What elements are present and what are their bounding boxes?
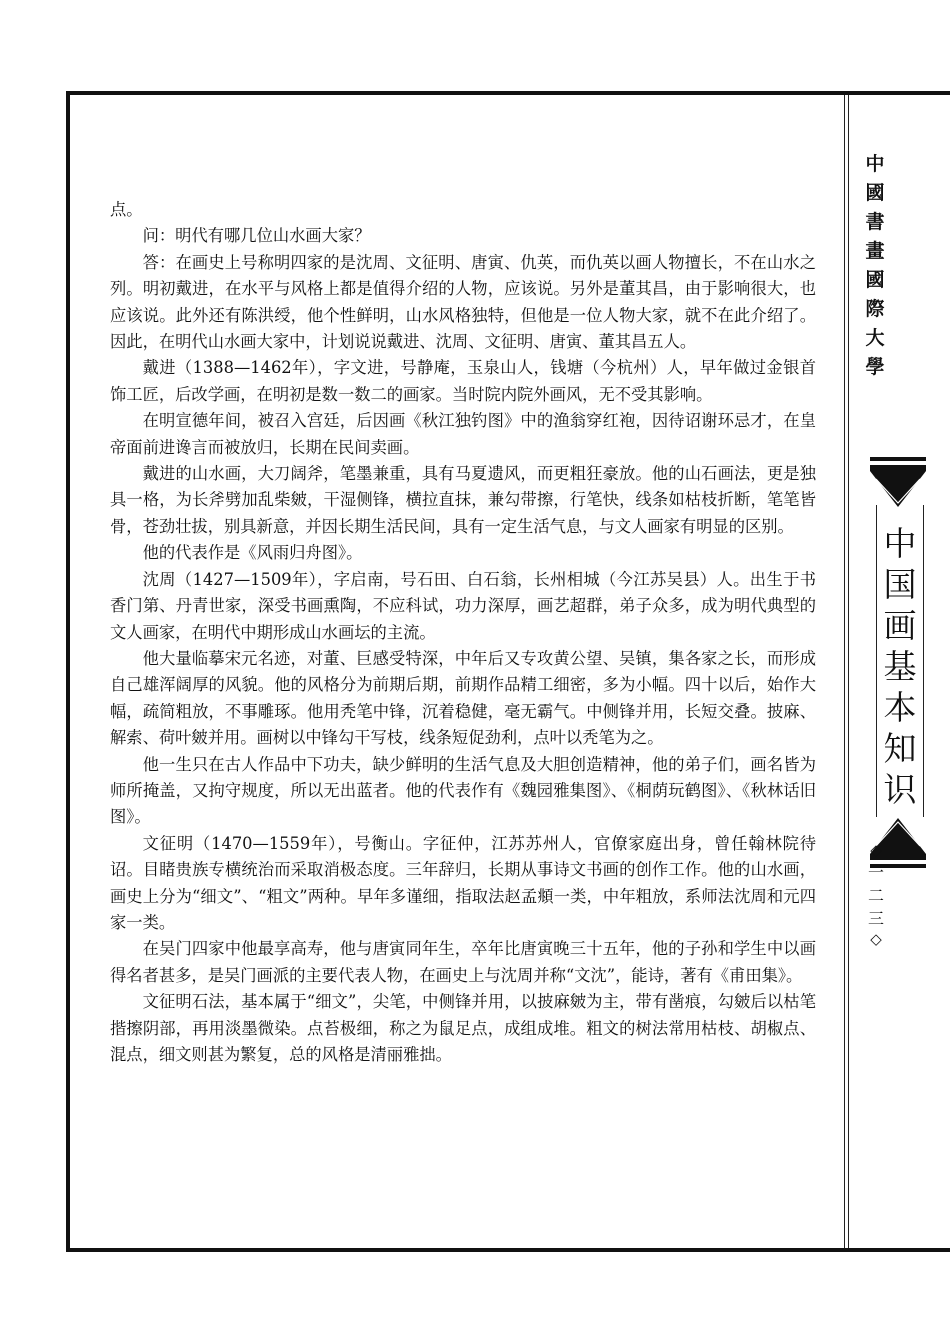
vertical-char: 書 bbox=[865, 211, 885, 233]
paragraph: 文征明（1470—1559年），号衡山。字征仲，江苏苏州人，官僚家庭出身，曾任翰林院待诏。目睹贵族专横统治而采取消极态度。三年辞归，长期从事诗文书画的创作工作。他的山水画，画史上分为“细文”、“粗文”两种。早年多谨细，指取法赵孟頫一类，中年粗放，系师法沈周和元四家一类。 bbox=[110, 833, 816, 932]
paragraph: 在吴门四家中他最享高寿，他与唐寅同年生，卒年比唐寅晚三十五年，他的子孙和学生中以画得名者甚多，是吴门画派的主要代表人物，在画史上与沈周并称“文沈”，能诗，著有《甫田集》。 bbox=[110, 939, 816, 985]
side-column-divider bbox=[844, 95, 845, 1248]
side-column-divider-inner bbox=[848, 95, 849, 1248]
vertical-char: 三 bbox=[867, 909, 884, 928]
vertical-char: 學 bbox=[865, 356, 885, 378]
paragraph: 戴进（1388—1462年），字文进，号静庵，玉泉山人，钱塘（今杭州）人，早年做过金银首饰工匠，后改学画，在明初是数一数二的画家。当时院内院外画风，无不受其影响。 bbox=[110, 358, 816, 404]
vertical-char: 中 bbox=[883, 524, 917, 563]
vertical-char: 中 bbox=[865, 153, 885, 175]
vertical-char: 识 bbox=[883, 770, 917, 809]
paragraph: 在明宣德年间，被召入宫廷，后因画《秋江独钓图》中的渔翁穿红袍，因待诏谢环忌才，在皇帝面前进谗言而被放归，长期在民间卖画。 bbox=[110, 411, 816, 457]
paragraph: 答：在画史上号称明四家的是沈周、文征明、唐寅、仇英，而仇英以画人物擅长，不在山水之列。明初戴进，在水平与风格上都是值得介绍的人物，应该说。另外是董其昌，由于影响很大，也应该说。此外还有陈洪绶，他个性鲜明，山水风格独特，但他是一位人物大家，就不在此介绍了。因此，在明代山水画大家中，计划说说戴进、沈周、文征明、唐寅、董其昌五人。 bbox=[110, 252, 816, 352]
paragraph: 他一生只在古人作品中下功夫，缺少鲜明的生活气息及大胆创造精神，他的弟子们，画名皆为师所掩盖，又拘守规度，所以无出蓝者。他的代表作有《魏园雅集图》、《桐荫玩鹤图》、《秋林话旧图》。 bbox=[110, 754, 816, 827]
book-title bbox=[877, 523, 923, 810]
page-number bbox=[862, 840, 890, 949]
vertical-char: 本 bbox=[883, 688, 917, 727]
paragraph: 沈周（1427—1509年），字启南，号石田、白石翁，长州相城（今江苏吴县）人。出生于书香门第、丹青世家，深受书画熏陶，不应科试，功力深厚，画艺超群，弟子众多，成为明代典型的文人画家，在明代中期形成山水画坛的主流。 bbox=[110, 569, 816, 642]
university-name bbox=[853, 150, 897, 382]
body-text bbox=[110, 197, 816, 1068]
diamond-icon: ◇ bbox=[870, 930, 882, 948]
paragraph: 他的代表作是《风雨归舟图》。 bbox=[142, 543, 363, 563]
vertical-char: 大 bbox=[865, 327, 885, 349]
vertical-char: 基 bbox=[883, 647, 917, 686]
paragraph: 问：明代有哪几位山水画大家？ bbox=[142, 226, 371, 246]
page-number-digits bbox=[868, 860, 884, 929]
paragraph: 点。 bbox=[110, 200, 143, 219]
vertical-char: 画 bbox=[883, 606, 917, 645]
paragraph: 他大量临摹宋元名迹，对董、巨感受特深，中年后又专攻黄公望、吴镇，集各家之长，而形成自己雄浑阔厚的风貌。他的风格分为前期后期，前期作品精工细密，多为小幅。四十以后，始作大幅，疏简粗放，不事雕琢。他用秃笔中锋，沉着稳健，毫无霸气。中侧锋并用，长短交叠。披麻、解索、荷叶皴并用。画树以中锋勾干写枝，线条短促劲利，点叶以秃笔为之。 bbox=[110, 648, 816, 748]
paragraph: 戴进的山水画，大刀阔斧，笔墨兼重，具有马夏遗风，而更粗狂豪放。他的山石画法，更是独具一格，为长斧劈加乱柴皴，干湿侧锋，横拉直抹，兼勾带擦，行笔快，线条如枯枝折断，笔笔皆骨，苍劲壮拔，别具新意，并因长期生活民间，具有一定生活气息，与文人画家有明显的区别。 bbox=[110, 464, 816, 536]
ornament-top-icon bbox=[870, 457, 926, 507]
vertical-char: 国 bbox=[883, 565, 917, 604]
frame-left-border bbox=[66, 91, 70, 1252]
vertical-char: 畫 bbox=[865, 240, 885, 262]
book-title-panel bbox=[876, 505, 924, 817]
frame-top-border bbox=[66, 91, 950, 95]
frame-bottom-border bbox=[66, 1248, 950, 1252]
vertical-char: 二 bbox=[867, 886, 884, 905]
vertical-char: 際 bbox=[865, 298, 885, 320]
diamond-icon: ◇ bbox=[870, 841, 882, 859]
vertical-char: 一 bbox=[867, 863, 884, 882]
vertical-char: 知 bbox=[883, 729, 917, 768]
vertical-char: 國 bbox=[865, 269, 885, 291]
paragraph: 文征明石法，基本属于“细文”，尖笔，中侧锋并用，以披麻皴为主，带有凿痕，勾皴后以枯笔揩擦阴部，再用淡墨微染。点苔极细，称之为鼠足点，成组成堆。粗文的树法常用枯枝、胡椒点、混点，细文则甚为繁复，总的风格是清丽雅拙。 bbox=[110, 992, 816, 1064]
vertical-char: 國 bbox=[865, 182, 885, 204]
